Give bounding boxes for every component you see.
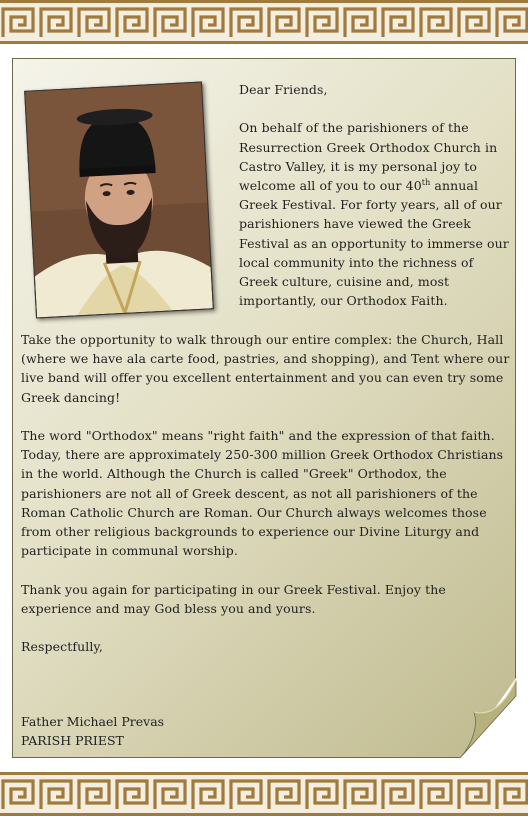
page-curl <box>456 680 518 760</box>
paragraph-thanks: Thank you again for participating in our Greek Festival. Enjoy the experience and may God bless you and yours. <box>21 581 446 616</box>
intro-paragraph <box>239 118 514 310</box>
paragraph-orthodox: The word "Orthodox" means "right faith" and the expression of that faith. Today, there are approximately 250-300 million Greek Orthodox Christians in the world. Although the Church is called "Greek" Orthodox, the parishioners are not all of Greek descent, as not all parishioners of the Roman Catholic Church are Roman. Our Church always welcomes those from other religious backgrounds to experience our Divine Liturgy and participate in communal worship. <box>21 428 504 559</box>
signature-name: Father Michael Prevas <box>21 714 165 729</box>
greek-key-border-top <box>0 0 528 44</box>
letter-intro <box>239 80 514 330</box>
letter-body <box>21 330 511 676</box>
signature-block <box>21 712 164 750</box>
signature-title: PARISH PRIEST <box>21 733 124 748</box>
priest-portrait-photo <box>24 81 214 318</box>
paragraph-complex: Take the opportunity to walk through our entire complex: the Church, Hall (where we have ala carte food, pastries, and shopping), and Tent where our live band will offer you excellent entertainment and you can even try some Greek dancing! <box>21 332 510 405</box>
closing: Respectfully, <box>21 639 103 655</box>
salutation: Dear Friends, <box>239 82 328 97</box>
intro-text-2: annual Greek Festival. For forty years, all of our parishioners have viewed the Greek Festival as an opportunity to immerse our local community into the richness of Greek culture, cuisine and, most importantly, our Orthodox Faith. <box>239 178 509 309</box>
intro-text-1: On behalf of the parishioners of the Resurrection Greek Orthodox Church in Castro Valley, it is my personal joy to welcome all of you to our 40 <box>239 120 498 193</box>
greek-key-border-bottom <box>0 772 528 816</box>
ordinal-suffix: th <box>421 177 431 187</box>
